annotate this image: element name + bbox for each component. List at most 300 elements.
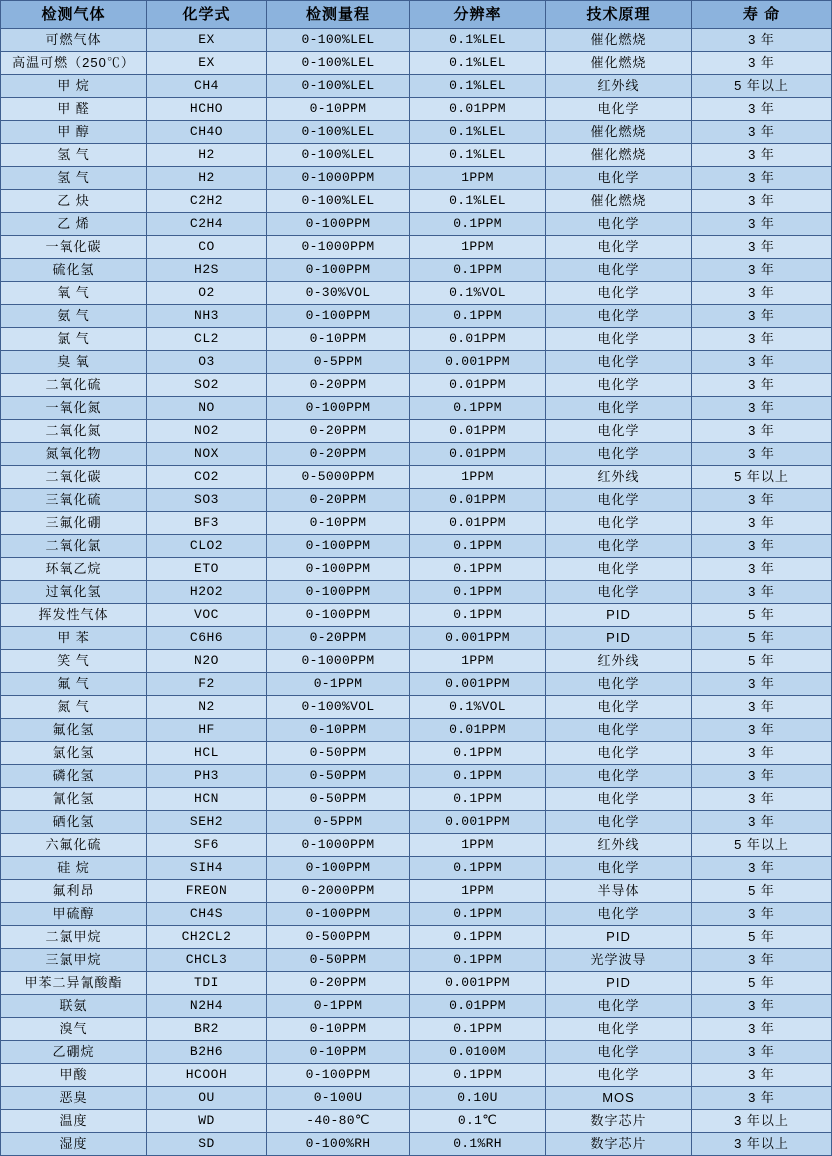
cell-gas-name: 二氧化硫 [1, 374, 147, 397]
cell-technology-principle: 催化燃烧 [546, 121, 692, 144]
cell-lifetime: 3 年 [692, 374, 832, 397]
cell-chemical-formula: VOC [147, 604, 267, 627]
cell-chemical-formula: NOX [147, 443, 267, 466]
cell-lifetime: 3 年 [692, 213, 832, 236]
cell-technology-principle: 电化学 [546, 673, 692, 696]
table-row [1, 558, 832, 581]
table-row [1, 466, 832, 489]
cell-lifetime: 5 年以上 [692, 466, 832, 489]
cell-lifetime: 3 年 [692, 98, 832, 121]
cell-gas-name: 氢 气 [1, 144, 147, 167]
cell-gas-name: 硫化氢 [1, 259, 147, 282]
cell-chemical-formula: CH2CL2 [147, 926, 267, 949]
cell-technology-principle: 电化学 [546, 765, 692, 788]
cell-gas-name: 环氧乙烷 [1, 558, 147, 581]
cell-lifetime: 5 年 [692, 627, 832, 650]
cell-gas-name: 恶臭 [1, 1087, 147, 1110]
cell-technology-principle: 红外线 [546, 466, 692, 489]
cell-detection-range: 0-10PPM [267, 512, 410, 535]
cell-lifetime: 3 年 [692, 558, 832, 581]
cell-resolution: 0.1%LEL [410, 75, 546, 98]
cell-detection-range: 0-1000PPM [267, 650, 410, 673]
cell-detection-range: -40-80℃ [267, 1110, 410, 1133]
cell-chemical-formula: CHCL3 [147, 949, 267, 972]
cell-lifetime: 3 年 [692, 52, 832, 75]
cell-gas-name: 氟 气 [1, 673, 147, 696]
cell-resolution: 0.1%LEL [410, 121, 546, 144]
cell-gas-name: 过氧化氢 [1, 581, 147, 604]
cell-resolution: 0.1PPM [410, 926, 546, 949]
cell-lifetime: 3 年 [692, 121, 832, 144]
cell-resolution: 1PPM [410, 236, 546, 259]
cell-technology-principle: 数字芯片 [546, 1110, 692, 1133]
cell-detection-range: 0-100PPM [267, 213, 410, 236]
cell-technology-principle: 电化学 [546, 374, 692, 397]
cell-lifetime: 3 年 [692, 788, 832, 811]
cell-lifetime: 3 年 [692, 282, 832, 305]
cell-technology-principle: 红外线 [546, 75, 692, 98]
cell-lifetime: 3 年 [692, 765, 832, 788]
cell-detection-range: 0-2000PPM [267, 880, 410, 903]
cell-technology-principle: 电化学 [546, 351, 692, 374]
table-row [1, 1087, 832, 1110]
cell-detection-range: 0-100PPM [267, 535, 410, 558]
table-row [1, 995, 832, 1018]
cell-resolution: 0.1PPM [410, 788, 546, 811]
cell-lifetime: 3 年 [692, 236, 832, 259]
cell-gas-name: 二氧化氯 [1, 535, 147, 558]
cell-chemical-formula: CO [147, 236, 267, 259]
cell-gas-name: 氧 气 [1, 282, 147, 305]
cell-detection-range: 0-100PPM [267, 305, 410, 328]
cell-detection-range: 0-5PPM [267, 351, 410, 374]
table-row [1, 926, 832, 949]
cell-detection-range: 0-100%LEL [267, 52, 410, 75]
cell-chemical-formula: HCN [147, 788, 267, 811]
cell-detection-range: 0-100PPM [267, 558, 410, 581]
cell-lifetime: 5 年 [692, 972, 832, 995]
cell-chemical-formula: BR2 [147, 1018, 267, 1041]
cell-lifetime: 3 年 [692, 995, 832, 1018]
cell-technology-principle: 催化燃烧 [546, 144, 692, 167]
cell-resolution: 0.1PPM [410, 949, 546, 972]
cell-gas-name: 磷化氢 [1, 765, 147, 788]
table-row [1, 328, 832, 351]
cell-technology-principle: 电化学 [546, 558, 692, 581]
cell-technology-principle: 电化学 [546, 788, 692, 811]
cell-chemical-formula: SIH4 [147, 857, 267, 880]
table-row [1, 673, 832, 696]
cell-resolution: 0.1℃ [410, 1110, 546, 1133]
cell-detection-range: 0-10PPM [267, 328, 410, 351]
cell-resolution: 0.01PPM [410, 420, 546, 443]
table-header-row [1, 1, 832, 29]
table-row [1, 236, 832, 259]
cell-detection-range: 0-500PPM [267, 926, 410, 949]
cell-detection-range: 0-1000PPM [267, 834, 410, 857]
column-header-resolution: 分辨率 [410, 1, 546, 29]
cell-technology-principle: 电化学 [546, 259, 692, 282]
cell-resolution: 0.1PPM [410, 305, 546, 328]
column-header-lifetime: 寿 命 [692, 1, 832, 29]
table-row [1, 604, 832, 627]
cell-detection-range: 0-20PPM [267, 972, 410, 995]
table-row [1, 581, 832, 604]
table-row [1, 98, 832, 121]
table-row [1, 811, 832, 834]
cell-gas-name: 一氧化氮 [1, 397, 147, 420]
cell-technology-principle: 电化学 [546, 328, 692, 351]
cell-resolution: 1PPM [410, 167, 546, 190]
cell-resolution: 0.01PPM [410, 374, 546, 397]
cell-chemical-formula: SO2 [147, 374, 267, 397]
cell-lifetime: 5 年 [692, 650, 832, 673]
cell-detection-range: 0-100PPM [267, 1064, 410, 1087]
cell-chemical-formula: N2 [147, 696, 267, 719]
cell-gas-name: 温度 [1, 1110, 147, 1133]
table-header [1, 1, 832, 29]
cell-resolution: 0.001PPM [410, 673, 546, 696]
table-row [1, 535, 832, 558]
cell-lifetime: 3 年 [692, 696, 832, 719]
cell-technology-principle: 电化学 [546, 719, 692, 742]
cell-resolution: 0.1PPM [410, 397, 546, 420]
cell-resolution: 0.01PPM [410, 489, 546, 512]
cell-resolution: 1PPM [410, 834, 546, 857]
cell-technology-principle: 催化燃烧 [546, 52, 692, 75]
table-row [1, 765, 832, 788]
cell-detection-range: 0-20PPM [267, 489, 410, 512]
cell-chemical-formula: C2H2 [147, 190, 267, 213]
cell-resolution: 0.001PPM [410, 972, 546, 995]
cell-resolution: 0.1PPM [410, 213, 546, 236]
cell-gas-name: 甲 醛 [1, 98, 147, 121]
cell-gas-name: 氮氧化物 [1, 443, 147, 466]
cell-detection-range: 0-1000PPM [267, 236, 410, 259]
cell-chemical-formula: HCHO [147, 98, 267, 121]
cell-lifetime: 3 年 [692, 1087, 832, 1110]
cell-detection-range: 0-100PPM [267, 903, 410, 926]
cell-resolution: 0.001PPM [410, 811, 546, 834]
cell-technology-principle: 电化学 [546, 1018, 692, 1041]
cell-chemical-formula: ETO [147, 558, 267, 581]
cell-detection-range: 0-100PPM [267, 604, 410, 627]
table-row [1, 719, 832, 742]
cell-lifetime: 3 年以上 [692, 1133, 832, 1156]
cell-resolution: 0.001PPM [410, 351, 546, 374]
cell-chemical-formula: SO3 [147, 489, 267, 512]
cell-technology-principle: 电化学 [546, 995, 692, 1018]
cell-resolution: 0.1PPM [410, 857, 546, 880]
cell-gas-name: 六氟化硫 [1, 834, 147, 857]
table-row [1, 259, 832, 282]
cell-resolution: 0.1PPM [410, 535, 546, 558]
cell-gas-name: 氰化氢 [1, 788, 147, 811]
cell-technology-principle: 电化学 [546, 535, 692, 558]
cell-gas-name: 氮 气 [1, 696, 147, 719]
cell-gas-name: 氟利昂 [1, 880, 147, 903]
table-row [1, 696, 832, 719]
cell-chemical-formula: CLO2 [147, 535, 267, 558]
table-row [1, 52, 832, 75]
cell-lifetime: 3 年 [692, 742, 832, 765]
cell-chemical-formula: NO [147, 397, 267, 420]
cell-chemical-formula: BF3 [147, 512, 267, 535]
cell-detection-range: 0-50PPM [267, 949, 410, 972]
table-body [1, 29, 832, 1156]
cell-technology-principle: 半导体 [546, 880, 692, 903]
cell-gas-name: 笑 气 [1, 650, 147, 673]
cell-resolution: 0.1%LEL [410, 144, 546, 167]
cell-resolution: 0.10U [410, 1087, 546, 1110]
cell-technology-principle: 电化学 [546, 305, 692, 328]
cell-resolution: 0.1%RH [410, 1133, 546, 1156]
cell-lifetime: 3 年 [692, 811, 832, 834]
table-row [1, 1133, 832, 1156]
cell-lifetime: 3 年 [692, 328, 832, 351]
cell-chemical-formula: NO2 [147, 420, 267, 443]
cell-gas-name: 二氧化氮 [1, 420, 147, 443]
cell-chemical-formula: N2H4 [147, 995, 267, 1018]
cell-gas-name: 三氧化硫 [1, 489, 147, 512]
cell-chemical-formula: SD [147, 1133, 267, 1156]
cell-detection-range: 0-100%LEL [267, 121, 410, 144]
table-row [1, 949, 832, 972]
cell-detection-range: 0-100%LEL [267, 75, 410, 98]
cell-gas-name: 氟化氢 [1, 719, 147, 742]
cell-chemical-formula: EX [147, 52, 267, 75]
cell-technology-principle: 电化学 [546, 696, 692, 719]
cell-gas-name: 甲硫醇 [1, 903, 147, 926]
cell-technology-principle: 电化学 [546, 581, 692, 604]
cell-detection-range: 0-100PPM [267, 259, 410, 282]
cell-technology-principle: 红外线 [546, 834, 692, 857]
table-row [1, 742, 832, 765]
cell-lifetime: 3 年 [692, 305, 832, 328]
cell-resolution: 0.1%LEL [410, 29, 546, 52]
cell-lifetime: 3 年 [692, 857, 832, 880]
cell-gas-name: 硒化氢 [1, 811, 147, 834]
cell-chemical-formula: C2H4 [147, 213, 267, 236]
cell-resolution: 0.01PPM [410, 512, 546, 535]
table-row [1, 374, 832, 397]
cell-lifetime: 5 年以上 [692, 75, 832, 98]
cell-lifetime: 5 年 [692, 604, 832, 627]
cell-detection-range: 0-10PPM [267, 98, 410, 121]
cell-lifetime: 3 年 [692, 1018, 832, 1041]
cell-resolution: 0.1PPM [410, 903, 546, 926]
cell-chemical-formula: HCOOH [147, 1064, 267, 1087]
cell-lifetime: 3 年以上 [692, 1110, 832, 1133]
cell-chemical-formula: FREON [147, 880, 267, 903]
cell-chemical-formula: C6H6 [147, 627, 267, 650]
cell-gas-name: 三氟化硼 [1, 512, 147, 535]
column-header-range: 检测量程 [267, 1, 410, 29]
cell-technology-principle: 电化学 [546, 903, 692, 926]
cell-resolution: 0.1PPM [410, 742, 546, 765]
cell-gas-name: 乙 烯 [1, 213, 147, 236]
table-row [1, 351, 832, 374]
cell-technology-principle: 电化学 [546, 167, 692, 190]
cell-chemical-formula: O3 [147, 351, 267, 374]
cell-detection-range: 0-100%RH [267, 1133, 410, 1156]
cell-chemical-formula: B2H6 [147, 1041, 267, 1064]
cell-chemical-formula: CO2 [147, 466, 267, 489]
cell-lifetime: 3 年 [692, 144, 832, 167]
cell-lifetime: 3 年 [692, 443, 832, 466]
cell-gas-name: 溴气 [1, 1018, 147, 1041]
cell-resolution: 0.01PPM [410, 328, 546, 351]
table-row [1, 121, 832, 144]
cell-technology-principle: 红外线 [546, 650, 692, 673]
cell-gas-name: 三氯甲烷 [1, 949, 147, 972]
cell-technology-principle: 催化燃烧 [546, 190, 692, 213]
cell-resolution: 0.001PPM [410, 627, 546, 650]
cell-detection-range: 0-10PPM [267, 1018, 410, 1041]
table-row [1, 1110, 832, 1133]
column-header-gas: 检测气体 [1, 1, 147, 29]
cell-resolution: 0.01PPM [410, 719, 546, 742]
cell-technology-principle: 电化学 [546, 236, 692, 259]
cell-lifetime: 3 年 [692, 489, 832, 512]
cell-resolution: 0.1%LEL [410, 190, 546, 213]
cell-gas-name: 甲酸 [1, 1064, 147, 1087]
cell-gas-name: 氨 气 [1, 305, 147, 328]
table-row [1, 857, 832, 880]
cell-technology-principle: 电化学 [546, 443, 692, 466]
cell-technology-principle: 电化学 [546, 282, 692, 305]
table-row [1, 213, 832, 236]
cell-gas-name: 甲苯二异氰酸酯 [1, 972, 147, 995]
table-row [1, 443, 832, 466]
cell-gas-name: 乙 炔 [1, 190, 147, 213]
table-row [1, 788, 832, 811]
cell-technology-principle: 数字芯片 [546, 1133, 692, 1156]
cell-chemical-formula: CH4S [147, 903, 267, 926]
cell-lifetime: 3 年 [692, 1041, 832, 1064]
cell-chemical-formula: HF [147, 719, 267, 742]
cell-gas-name: 氢 气 [1, 167, 147, 190]
cell-chemical-formula: O2 [147, 282, 267, 305]
table-row [1, 512, 832, 535]
cell-chemical-formula: F2 [147, 673, 267, 696]
cell-resolution: 0.1PPM [410, 259, 546, 282]
cell-technology-principle: 电化学 [546, 213, 692, 236]
cell-gas-name: 硅 烷 [1, 857, 147, 880]
cell-detection-range: 0-20PPM [267, 627, 410, 650]
cell-gas-name: 甲 烷 [1, 75, 147, 98]
cell-resolution: 0.1PPM [410, 581, 546, 604]
cell-lifetime: 3 年 [692, 29, 832, 52]
cell-gas-name: 氯 气 [1, 328, 147, 351]
table-row [1, 420, 832, 443]
cell-technology-principle: PID [546, 604, 692, 627]
cell-chemical-formula: H2O2 [147, 581, 267, 604]
cell-detection-range: 0-50PPM [267, 788, 410, 811]
cell-technology-principle: MOS [546, 1087, 692, 1110]
table-row [1, 305, 832, 328]
cell-chemical-formula: N2O [147, 650, 267, 673]
cell-gas-name: 挥发性气体 [1, 604, 147, 627]
cell-resolution: 0.1PPM [410, 1018, 546, 1041]
cell-technology-principle: 电化学 [546, 1064, 692, 1087]
cell-detection-range: 0-100%LEL [267, 29, 410, 52]
cell-chemical-formula: OU [147, 1087, 267, 1110]
table-row [1, 282, 832, 305]
cell-resolution: 0.1PPM [410, 1064, 546, 1087]
cell-gas-name: 乙硼烷 [1, 1041, 147, 1064]
cell-detection-range: 0-30%VOL [267, 282, 410, 305]
cell-gas-name: 联氨 [1, 995, 147, 1018]
table-row [1, 627, 832, 650]
cell-chemical-formula: TDI [147, 972, 267, 995]
cell-chemical-formula: CL2 [147, 328, 267, 351]
cell-lifetime: 3 年 [692, 903, 832, 926]
cell-gas-name: 可燃气体 [1, 29, 147, 52]
cell-detection-range: 0-5000PPM [267, 466, 410, 489]
table-row [1, 167, 832, 190]
cell-detection-range: 0-20PPM [267, 420, 410, 443]
table-row [1, 489, 832, 512]
cell-resolution: 1PPM [410, 880, 546, 903]
cell-lifetime: 3 年 [692, 397, 832, 420]
cell-lifetime: 3 年 [692, 1064, 832, 1087]
table-row [1, 1041, 832, 1064]
cell-lifetime: 3 年 [692, 351, 832, 374]
cell-lifetime: 5 年以上 [692, 834, 832, 857]
table-row [1, 834, 832, 857]
cell-detection-range: 0-100%LEL [267, 190, 410, 213]
cell-lifetime: 3 年 [692, 259, 832, 282]
cell-detection-range: 0-100PPM [267, 581, 410, 604]
cell-technology-principle: PID [546, 972, 692, 995]
cell-lifetime: 3 年 [692, 512, 832, 535]
cell-detection-range: 0-100U [267, 1087, 410, 1110]
cell-technology-principle: 电化学 [546, 98, 692, 121]
table-row [1, 75, 832, 98]
column-header-formula: 化学式 [147, 1, 267, 29]
cell-resolution: 0.01PPM [410, 98, 546, 121]
cell-chemical-formula: H2S [147, 259, 267, 282]
table-row [1, 972, 832, 995]
cell-lifetime: 3 年 [692, 949, 832, 972]
cell-resolution: 0.1PPM [410, 558, 546, 581]
cell-resolution: 1PPM [410, 650, 546, 673]
cell-resolution: 0.1%VOL [410, 696, 546, 719]
cell-detection-range: 0-20PPM [267, 374, 410, 397]
cell-chemical-formula: SF6 [147, 834, 267, 857]
cell-technology-principle: 电化学 [546, 1041, 692, 1064]
cell-gas-name: 甲 苯 [1, 627, 147, 650]
column-header-principle: 技术原理 [546, 1, 692, 29]
cell-technology-principle: 电化学 [546, 397, 692, 420]
cell-detection-range: 0-100%VOL [267, 696, 410, 719]
cell-detection-range: 0-1000PPM [267, 167, 410, 190]
cell-chemical-formula: EX [147, 29, 267, 52]
cell-resolution: 0.0100M [410, 1041, 546, 1064]
cell-chemical-formula: H2 [147, 167, 267, 190]
cell-resolution: 0.1%VOL [410, 282, 546, 305]
cell-detection-range: 0-1PPM [267, 673, 410, 696]
cell-lifetime: 5 年 [692, 926, 832, 949]
cell-detection-range: 0-20PPM [267, 443, 410, 466]
cell-lifetime: 3 年 [692, 167, 832, 190]
table-row [1, 397, 832, 420]
cell-chemical-formula: PH3 [147, 765, 267, 788]
cell-detection-range: 0-5PPM [267, 811, 410, 834]
cell-chemical-formula: HCL [147, 742, 267, 765]
cell-detection-range: 0-10PPM [267, 1041, 410, 1064]
